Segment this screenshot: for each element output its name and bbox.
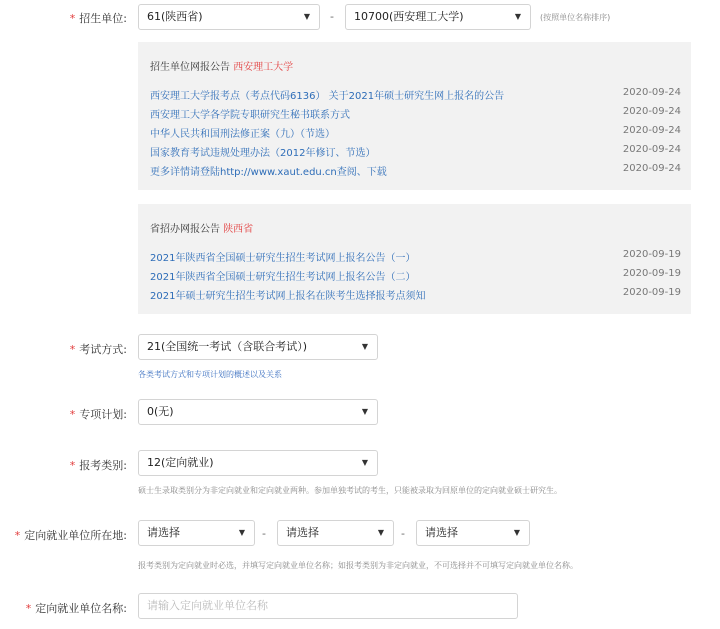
location-province-value: 请选择: [147, 526, 180, 539]
separator-dash: -: [262, 527, 266, 540]
exam-mode-help-link[interactable]: 各类考试方式和专项计划的概述以及关系: [138, 370, 282, 379]
notice-link[interactable]: 西安理工大学报考点（考点代码6136） 关于2021年硕士研究生网上报名的公告: [150, 91, 505, 102]
list-item[interactable]: [150, 287, 681, 303]
chevron-down-icon: ▼: [303, 12, 310, 21]
notice-date: 2020-09-24: [622, 106, 681, 117]
required-mark: *: [69, 459, 76, 472]
school-notice-title-text: 招生单位网报公告: [150, 62, 230, 73]
required-mark: *: [69, 408, 76, 421]
province-select-value: 61(陕西省): [147, 10, 203, 23]
notice-date: 2020-09-19: [622, 287, 681, 298]
school-select-value: 10700(西安理工大学): [354, 10, 464, 23]
directed-name-label: [26, 600, 127, 616]
directed-location-label: [15, 527, 127, 543]
required-mark: *: [69, 343, 76, 356]
chevron-down-icon: ▼: [377, 528, 384, 537]
list-item[interactable]: [150, 268, 681, 284]
exam-mode-label-text: 考试方式:: [79, 343, 127, 356]
category-select-value: 12(定向就业): [147, 456, 214, 469]
location-city-value: 请选择: [286, 526, 319, 539]
location-district-select[interactable]: [416, 520, 530, 546]
school-notice-panel: [138, 42, 691, 190]
exam-mode-select[interactable]: [138, 334, 378, 360]
separator-dash: -: [330, 10, 334, 23]
school-select[interactable]: [345, 4, 531, 30]
exam-mode-select-value: 21(全国统一考试（含联合考试）): [147, 340, 308, 353]
special-plan-select-value: 0(无): [147, 405, 174, 418]
notice-link[interactable]: 2021年硕士研究生招生考试网上报名在陕考生选择报考点须知: [150, 291, 426, 302]
list-item[interactable]: [150, 87, 681, 103]
required-mark: *: [25, 602, 32, 615]
category-hint: 硕士生录取类别分为非定向就业和定向就业两种。参加单独考试的考生，只能被录取为回原单位的定向就业硕士研究生。: [138, 486, 562, 495]
directed-location-hint: 报考类别为定向就业时必选，并填写定向就业单位名称；如报考类别为非定向就业，不可选择并不可填写定向就业单位名称。: [138, 561, 578, 570]
chevron-down-icon: ▼: [361, 458, 368, 467]
province-notice-title-text: 省招办网报公告: [150, 224, 220, 235]
exam-mode-label: [70, 341, 127, 357]
location-province-select[interactable]: [138, 520, 255, 546]
category-select[interactable]: [138, 450, 378, 476]
notice-link[interactable]: 更多详情请登陆http://www.xaut.edu.cn查阅、下载: [150, 167, 387, 178]
province-notice-title: [150, 220, 253, 235]
notice-link[interactable]: 2021年陕西省全国硕士研究生招生考试网上报名公告（二）: [150, 272, 416, 283]
list-item[interactable]: [150, 249, 681, 265]
list-item[interactable]: [150, 125, 681, 141]
unit-label: [70, 10, 127, 26]
chevron-down-icon: ▼: [513, 528, 520, 537]
chevron-down-icon: ▼: [514, 12, 521, 21]
category-label-text: 报考类别:: [79, 459, 127, 472]
chevron-down-icon: ▼: [361, 407, 368, 416]
directed-location-label-text: 定向就业单位所在地:: [24, 529, 127, 542]
special-plan-select[interactable]: [138, 399, 378, 425]
directed-name-label-text: 定向就业单位名称:: [35, 602, 127, 615]
required-mark: *: [14, 529, 21, 542]
separator-dash: -: [401, 527, 405, 540]
category-label: [70, 457, 127, 473]
notice-link[interactable]: 中华人民共和国刑法修正案（九）（节选）: [150, 129, 335, 140]
notice-link[interactable]: 西安理工大学各学院专职研究生秘书联系方式: [150, 110, 350, 121]
school-notice-title: [150, 58, 293, 73]
notice-date: 2020-09-24: [622, 163, 681, 174]
unit-label-text: 招生单位:: [79, 12, 127, 25]
required-mark: *: [69, 12, 76, 25]
province-notice-panel: [138, 204, 691, 314]
notice-date: 2020-09-19: [622, 249, 681, 260]
list-item[interactable]: [150, 144, 681, 160]
notice-link[interactable]: 国家教育考试违规处理办法（2012年修订、节选）: [150, 148, 376, 159]
notice-date: 2020-09-24: [622, 125, 681, 136]
directed-name-input[interactable]: [138, 593, 518, 619]
location-district-value: 请选择: [425, 526, 458, 539]
notice-link[interactable]: 2021年陕西省全国硕士研究生招生考试网上报名公告（一）: [150, 253, 416, 264]
notice-date: 2020-09-19: [622, 268, 681, 279]
location-city-select[interactable]: [277, 520, 394, 546]
special-plan-label-text: 专项计划:: [79, 408, 127, 421]
province-select[interactable]: [138, 4, 320, 30]
sort-note: (按照单位名称排序): [540, 13, 611, 22]
notice-date: 2020-09-24: [622, 87, 681, 98]
list-item[interactable]: [150, 106, 681, 122]
school-notice-org: 西安理工大学: [233, 62, 294, 73]
directed-name-placeholder: 请输入定向就业单位名称: [147, 599, 268, 612]
chevron-down-icon: ▼: [238, 528, 245, 537]
list-item[interactable]: [150, 163, 681, 179]
notice-date: 2020-09-24: [622, 144, 681, 155]
special-plan-label: [70, 406, 127, 422]
chevron-down-icon: ▼: [361, 342, 368, 351]
province-notice-org: 陕西省: [223, 224, 254, 235]
